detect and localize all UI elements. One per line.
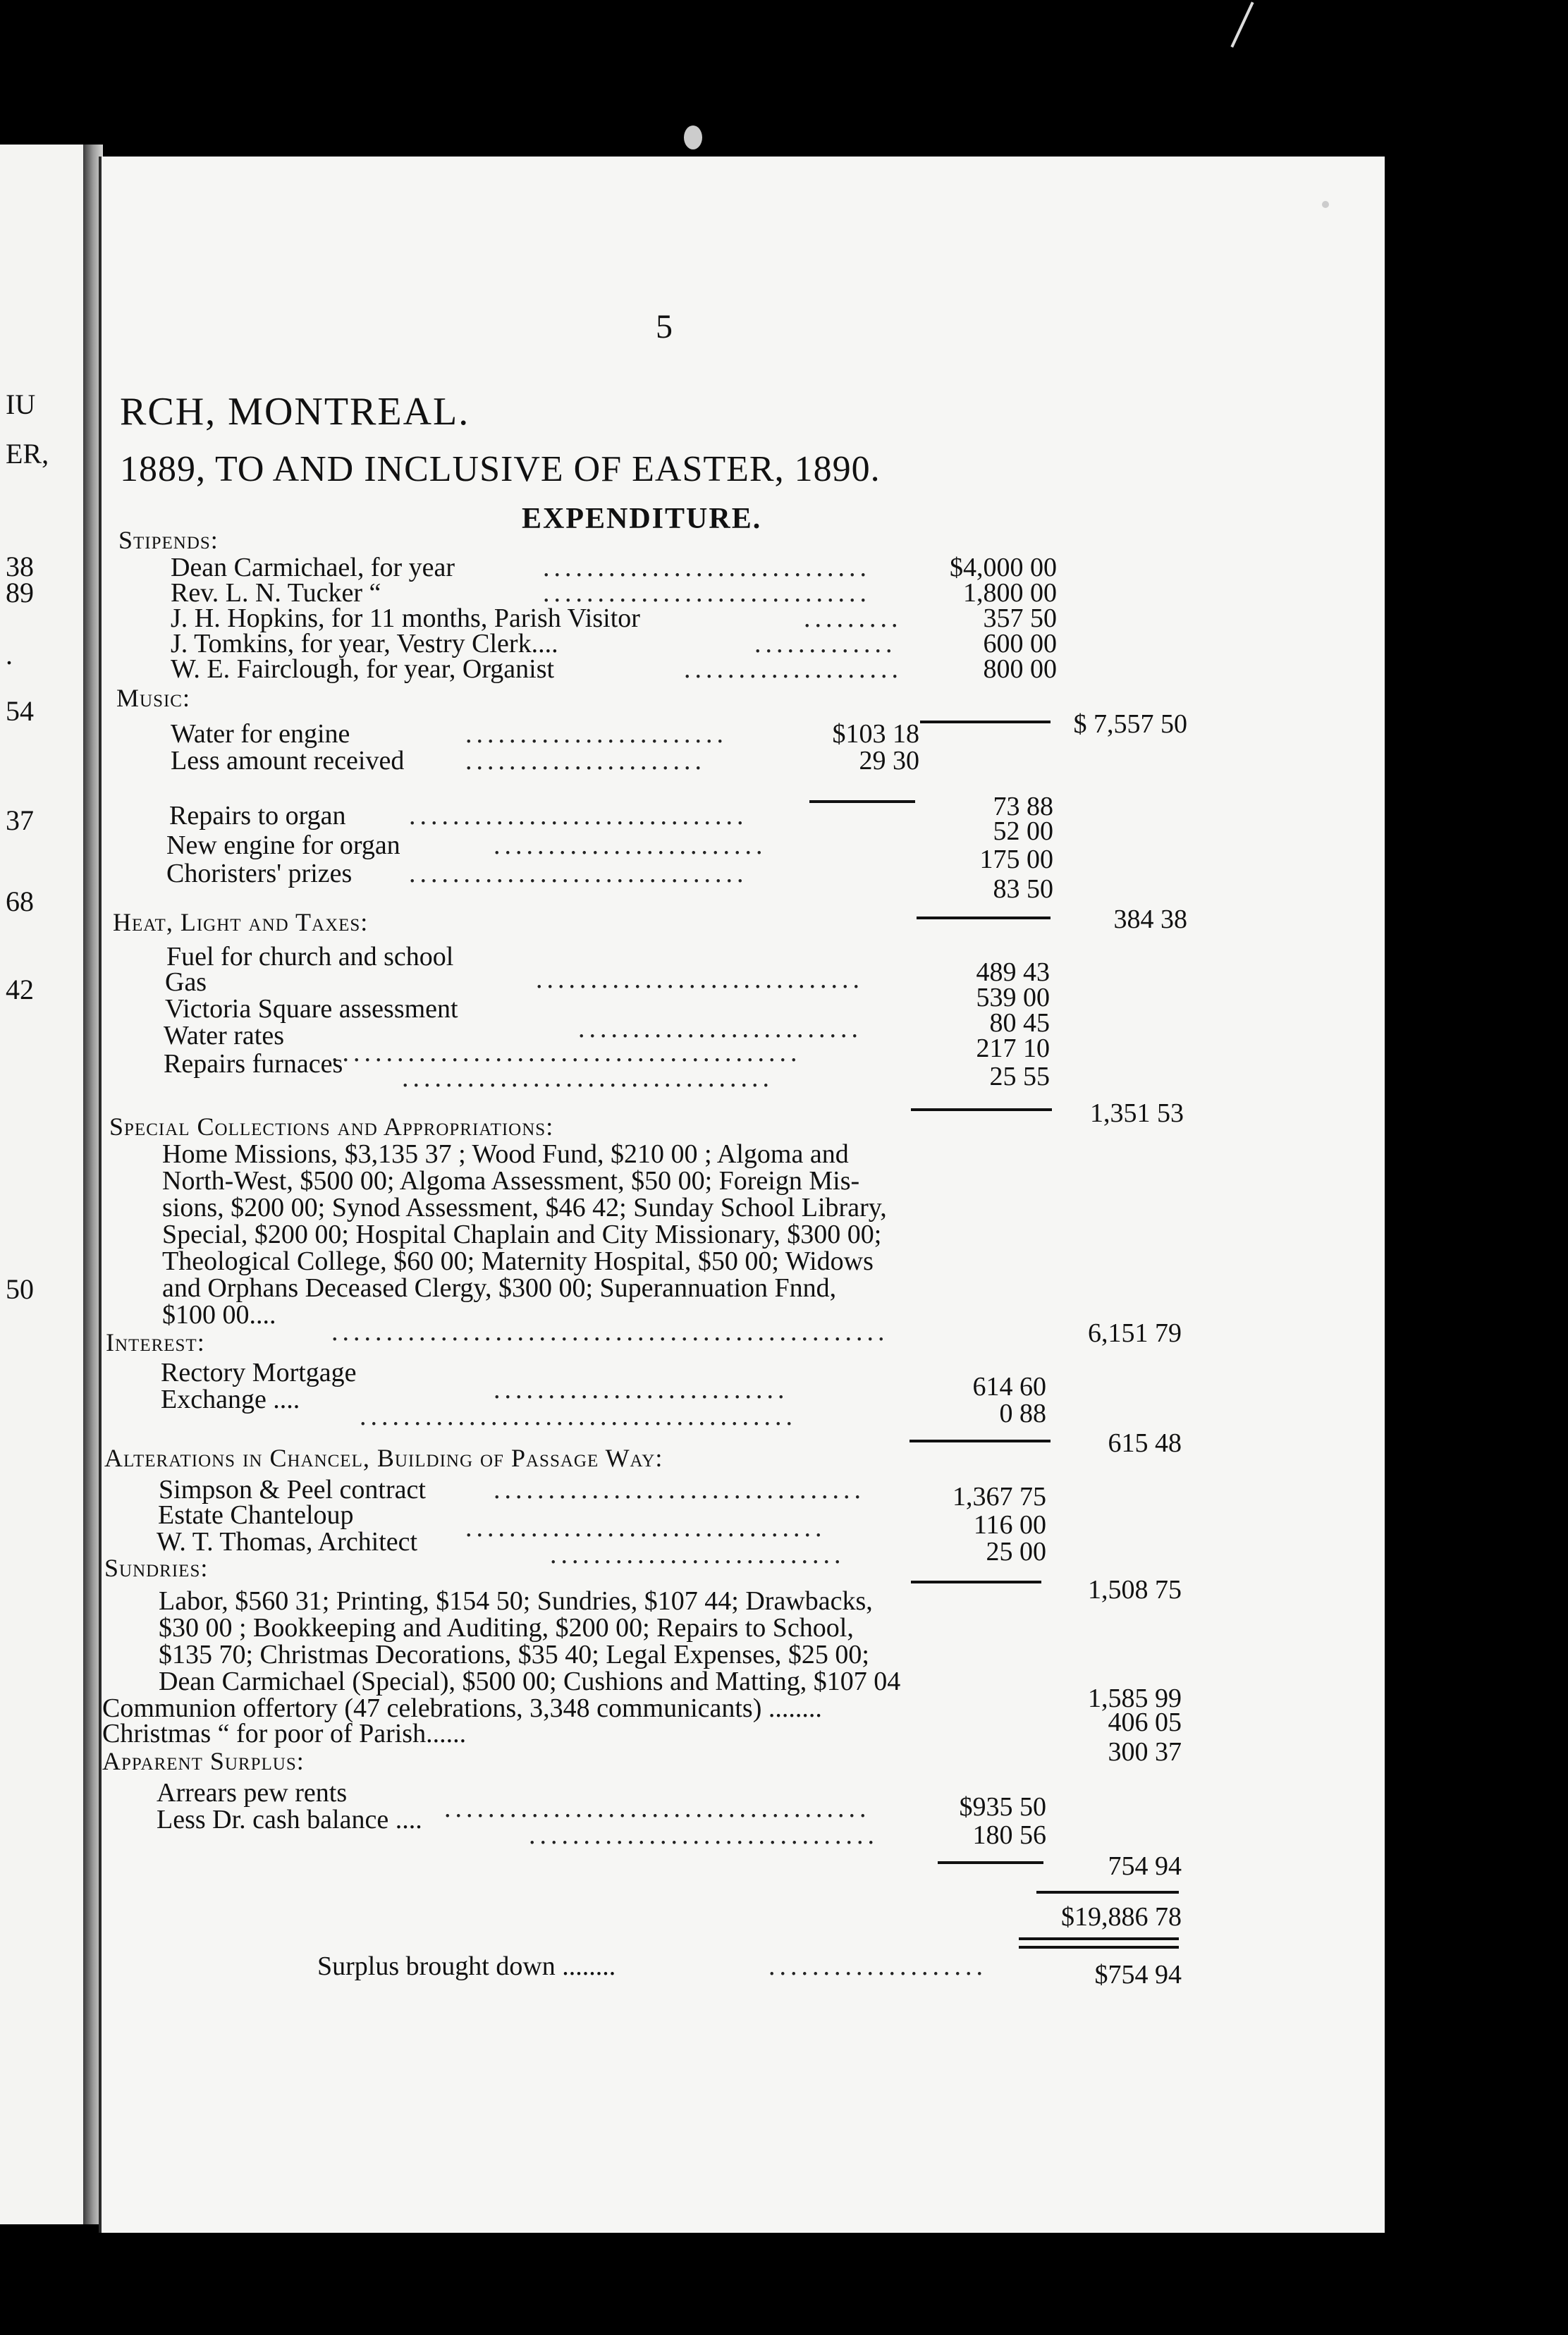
leader-dots: ................................. [465, 1513, 826, 1543]
sundries-line: $30 00 ; Bookkeeping and Auditing, $200 00; Repairs to School, [159, 1613, 854, 1643]
leader-dots: ...................... [465, 746, 706, 776]
alterations-label: Estate Chanteloup [158, 1500, 354, 1530]
grand-total: $19,886 78 [1061, 1902, 1182, 1932]
special-line: Special, $200 00; Hospital Chaplain and City Missionary, $300 00; [162, 1220, 882, 1249]
sundries-line: Labor, $560 31; Printing, $154 50; Sundries, $107 44; Drawbacks, [159, 1586, 873, 1616]
special-line: sions, $200 00; Synod Assessment, $46 42; Sunday School Library, [162, 1193, 887, 1222]
margin-fragment: IU [6, 388, 36, 420]
sundries-line: Dean Carmichael (Special), $500 00; Cushions and Matting, $107 04 [159, 1667, 901, 1696]
leader-dots: ........................... [494, 1375, 789, 1404]
surplus-amount: $935 50 [959, 1792, 1046, 1822]
communion-label: Communion offertory (47 celebrations, 3,348 communicants) ........ [102, 1693, 822, 1723]
scan-speck [1322, 201, 1329, 208]
page-number: 5 [656, 308, 673, 345]
special-total: 6,151 79 [1088, 1318, 1182, 1348]
heat-amount: 217 10 [976, 1034, 1050, 1063]
heat-label: Repairs furnaces [164, 1049, 343, 1079]
heat-label: Water rates [164, 1021, 284, 1050]
stipend-amount: 800 00 [983, 654, 1057, 684]
interest-heading: Interest: [106, 1328, 205, 1356]
margin-fragment: 38 [6, 551, 34, 582]
music-amount: 175 00 [979, 845, 1053, 874]
margin-fragment: ER, [6, 438, 49, 470]
alterations-total: 1,508 75 [1088, 1575, 1182, 1605]
section-heading: EXPENDITURE. [522, 503, 762, 535]
music-heading: Music: [116, 684, 190, 712]
stipend-label: J. Tomkins, for year, Vestry Clerk.... [171, 629, 558, 658]
surplus-label: Arrears pew rents [157, 1778, 348, 1808]
music-amount: 29 30 [859, 746, 919, 776]
leader-dots: .................................. [402, 1063, 773, 1093]
sundries-total: 1,585 99 [1088, 1684, 1182, 1713]
music-total: 384 38 [1113, 905, 1187, 934]
heat-label: Fuel for church and school [166, 942, 454, 972]
leader-dots: ........................................... [331, 1038, 802, 1067]
interest-amount: 0 88 [999, 1399, 1046, 1428]
alterations-label: Simpson & Peel contract [159, 1475, 426, 1504]
christmas-label: Christmas “ for poor of Parish...... [102, 1719, 467, 1748]
music-amount: $103 18 [832, 719, 919, 749]
heat-label: Gas [165, 967, 207, 997]
subtotal-rule [909, 1440, 1051, 1442]
music-label: New engine for organ [166, 831, 400, 860]
alterations-amount: 1,367 75 [953, 1482, 1046, 1512]
total-double-rule [1019, 1946, 1179, 1949]
stipend-label: J. H. Hopkins, for 11 months, Parish Visitor [171, 603, 640, 633]
leader-dots: .............................. [543, 553, 871, 582]
subtotal-rule [911, 1581, 1041, 1583]
stipend-label: Rev. L. N. Tucker “ [171, 578, 381, 608]
interest-label: Rectory Mortgage [161, 1358, 357, 1387]
subtotal-rule [917, 917, 1051, 919]
leader-dots: ........................ [465, 719, 728, 749]
alterations-amount: 116 00 [973, 1510, 1046, 1540]
leader-dots: .............................. [536, 964, 864, 994]
stipend-amount: 600 00 [983, 629, 1057, 658]
alterations-amount: 25 00 [986, 1537, 1046, 1567]
communion-amount: 406 05 [1108, 1708, 1182, 1737]
total-double-rule [1019, 1937, 1179, 1940]
stipend-label: Dean Carmichael, for year [171, 553, 455, 582]
margin-fragment: 89 [6, 577, 34, 608]
heat-amount: 25 55 [989, 1062, 1050, 1091]
surplus-amount: 180 56 [972, 1820, 1046, 1850]
heat-amount: 539 00 [976, 983, 1050, 1012]
leader-dots: ......... [804, 603, 902, 633]
alterations-heading: Alterations in Chancel, Building of Passage Way: [104, 1444, 663, 1472]
scan-speck [684, 125, 702, 149]
margin-fragment: 50 [6, 1273, 34, 1305]
title-line-1: RCH, MONTREAL. [120, 390, 470, 434]
interest-label: Exchange .... [161, 1385, 300, 1414]
leader-dots: ........................... [550, 1540, 845, 1569]
sundries-line: $135 70; Christmas Decorations, $35 40; Legal Expenses, $25 00; [159, 1640, 869, 1669]
subtotal-rule [809, 800, 915, 803]
surplus-total: 754 94 [1108, 1851, 1182, 1881]
brought-down-label: Surplus brought down ........ [317, 1951, 616, 1981]
brought-down-amount: $754 94 [1094, 1960, 1182, 1990]
special-line: Theological College, $60 00; Maternity Hospital, $50 00; Widows [162, 1246, 874, 1276]
leader-dots: ................................ [529, 1820, 878, 1850]
heat-heading: Heat, Light and Taxes: [113, 908, 369, 936]
margin-fragment: . [6, 639, 13, 670]
surplus-heading: Apparent Surplus: [102, 1747, 305, 1775]
leader-dots: ............................... [409, 859, 748, 888]
leader-dots: .................... [768, 1951, 987, 1981]
heat-amount: 80 45 [989, 1008, 1050, 1038]
subtotal-rule [938, 1861, 1043, 1864]
music-amount: 83 50 [993, 874, 1053, 904]
heat-amount: 489 43 [976, 957, 1050, 987]
leader-dots: .................................. [494, 1475, 865, 1504]
heat-label: Victoria Square assessment [165, 994, 458, 1024]
leader-dots: ........................................ [360, 1402, 797, 1431]
leader-dots: .......................... [578, 1014, 862, 1043]
music-amount: 52 00 [993, 816, 1053, 846]
music-amount: 73 88 [993, 792, 1053, 821]
leader-dots: .............................. [543, 578, 871, 608]
music-label: Choristers' prizes [166, 859, 353, 888]
music-label: Water for engine [171, 719, 350, 749]
special-line: and Orphans Deceased Clergy, $300 00; Superannuation Fnnd, [162, 1273, 837, 1303]
title-line-2: 1889, TO AND INCLUSIVE OF EASTER, 1890. [120, 449, 881, 489]
stipends-heading: Stipends: [118, 526, 219, 554]
special-line: North-West, $500 00; Algoma Assessment, $50 00; Foreign Mis- [162, 1166, 860, 1196]
stipend-amount: 357 50 [983, 603, 1057, 633]
special-heading: Special Collections and Appropriations: [109, 1113, 554, 1141]
leader-dots: .................... [684, 654, 902, 684]
music-label: Repairs to organ [169, 801, 346, 831]
leader-dots: ....................................... [444, 1794, 871, 1823]
christmas-amount: 300 37 [1108, 1737, 1182, 1767]
sundries-heading: Sundries: [104, 1554, 209, 1582]
stipend-label: W. E. Fairclough, for year, Organist [171, 654, 555, 684]
margin-fragment: 68 [6, 885, 34, 917]
music-label: Less amount received [171, 746, 405, 776]
special-line: $100 00.... [162, 1300, 276, 1330]
margin-fragment: 42 [6, 974, 34, 1005]
subtotal-rule [920, 721, 1051, 723]
margin-fragment: 37 [6, 804, 34, 836]
total-rule [1036, 1891, 1179, 1894]
alterations-label: W. T. Thomas, Architect [157, 1527, 418, 1557]
margin-fragment: 54 [6, 695, 34, 727]
stipend-amount: $4,000 00 [950, 553, 1057, 582]
leader-dots: ............................... [409, 801, 748, 831]
interest-amount: 614 60 [972, 1372, 1046, 1402]
special-line: Home Missions, $3,135 37 ; Wood Fund, $210 00 ; Algoma and [162, 1139, 849, 1169]
leader-dots: ................................................... [331, 1317, 889, 1347]
subtotal-rule [911, 1108, 1052, 1111]
leader-dots: ............. [754, 629, 897, 658]
scan-scratch [1230, 1, 1254, 47]
left-page-margin [0, 145, 83, 2224]
stipends-total: $ 7,557 50 [1073, 709, 1187, 739]
surplus-label: Less Dr. cash balance .... [157, 1805, 422, 1834]
interest-total: 615 48 [1108, 1428, 1182, 1458]
leader-dots: ......................... [494, 831, 767, 860]
heat-total: 1,351 53 [1090, 1098, 1184, 1128]
stipend-amount: 1,800 00 [963, 578, 1057, 608]
